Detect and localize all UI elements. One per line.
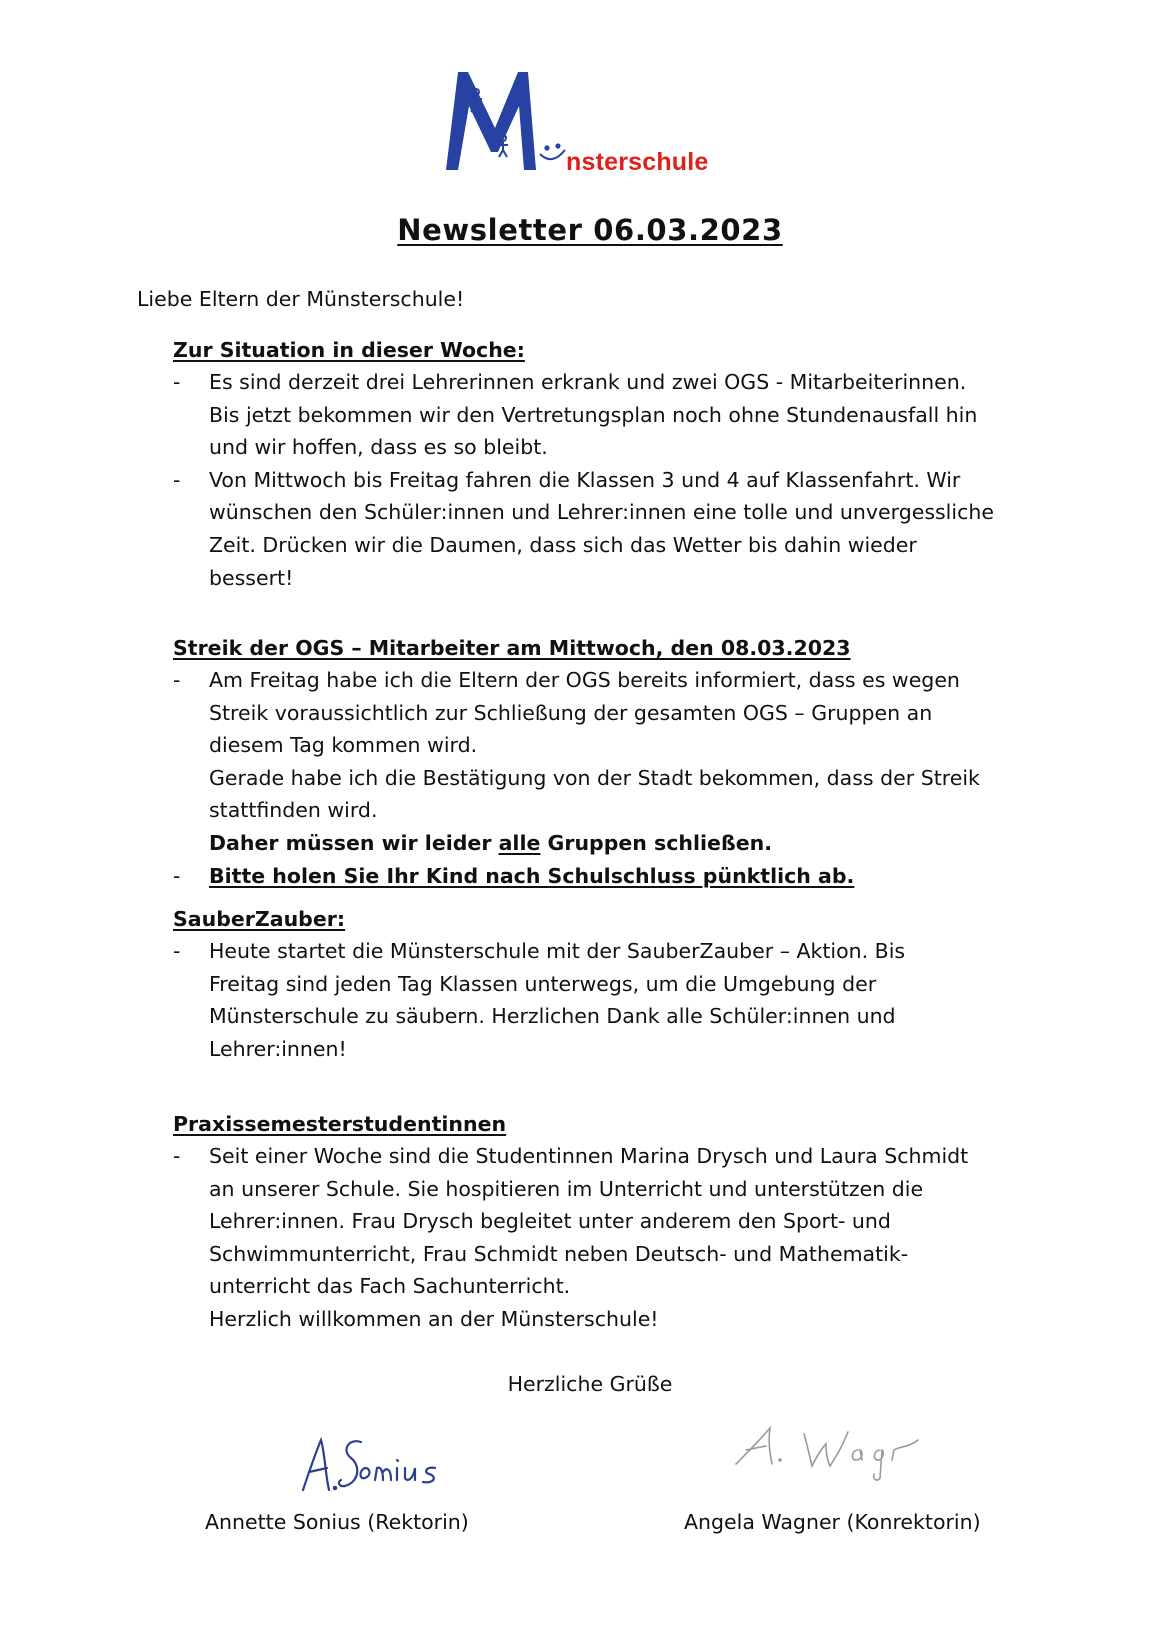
bold-notice: Daher müssen wir leider alle Gruppen schließen. — [209, 830, 772, 855]
page-title: Newsletter 06.03.2023 — [397, 213, 783, 247]
list-item: - Von Mittwoch bis Freitag fahren die Klassen 3 und 4 auf Klassenfahrt. Wir wünschen den Schüler:innen und Lehrer:innen eine tolle und unvergessliche Zeit. Drücken wir die Daumen, dass sich das Wetter bis dahin wieder bessert! — [173, 467, 994, 590]
list-item: - Seit einer Woche sind die Studentinnen Marina Drysch und Laura Schmidt an unserer Schule. Sie hospitieren im Unterricht und unterstützen die Lehrer:innen. Frau Drysch begleitet unter anderem den Sport- und Schwimmunterricht, Frau Schmidt neben Deutsch- und Mathematik- unterricht das Fach Sachunterricht. Herzlich willkommen an der Münsterschule! — [173, 1144, 969, 1331]
school-name-text: nsterschule — [566, 148, 709, 176]
signature-sonius — [295, 1432, 455, 1500]
section-heading: SauberZauber: — [173, 907, 346, 931]
section-situation — [173, 334, 1053, 594]
section-praxissemester — [173, 1108, 1053, 1336]
section-heading: Zur Situation in dieser Woche: — [173, 338, 525, 362]
greeting: Liebe Eltern der Münsterschule! — [137, 287, 465, 311]
section-heading: Praxissemesterstudentinnen — [173, 1112, 507, 1136]
signature-wagner-graphic — [730, 1420, 940, 1484]
section-sauberzauber — [173, 903, 1053, 1065]
signer-name-sonius: Annette Sonius (Rektorin) — [205, 1510, 469, 1534]
signature-sonius-graphic — [295, 1432, 455, 1500]
section-heading: Streik der OGS – Mitarbeiter am Mittwoch, den 08.03.2023 — [173, 636, 851, 660]
pickup-notice: Bitte holen Sie Ihr Kind nach Schulschluss pünktlich ab. — [209, 863, 855, 888]
signature-wagner — [730, 1420, 940, 1484]
list-item: - Es sind derzeit drei Lehrerinnen erkrank und zwei OGS - Mitarbeiterinnen. Bis jetzt bekommen wir den Vertretungsplan noch ohne Stundenausfall hin und wir hoffen, dass es so bleibt. — [173, 370, 978, 460]
list-item: - Heute startet die Münsterschule mit der SauberZauber – Aktion. Bis Freitag sind jeden Tag Klassen unterwegs, um die Umgebung der Münsterschule zu säubern. Herzlichen Dank alle Schüler:innen und Lehrer:innen! — [173, 939, 906, 1061]
list-item: - Am Freitag habe ich die Eltern der OGS bereits informiert, dass es wegen Streik voraussichtlich zur Schließung der gesamten OGS – Gruppen an diesem Tag kommen wird. Gerade habe ich die Bestätigung von der Stadt bekommen, dass der Streik stattfinden wird. Daher müssen wir leider alle Gruppen schließen. — [173, 664, 1053, 860]
closing-greeting: Herzliche Grüße — [507, 1372, 673, 1396]
signer-name-wagner: Angela Wagner (Konrektorin) — [684, 1510, 981, 1534]
list-item: - Bitte holen Sie Ihr Kind nach Schulschluss pünktlich ab. — [173, 860, 1053, 893]
section-strike — [173, 632, 1053, 892]
